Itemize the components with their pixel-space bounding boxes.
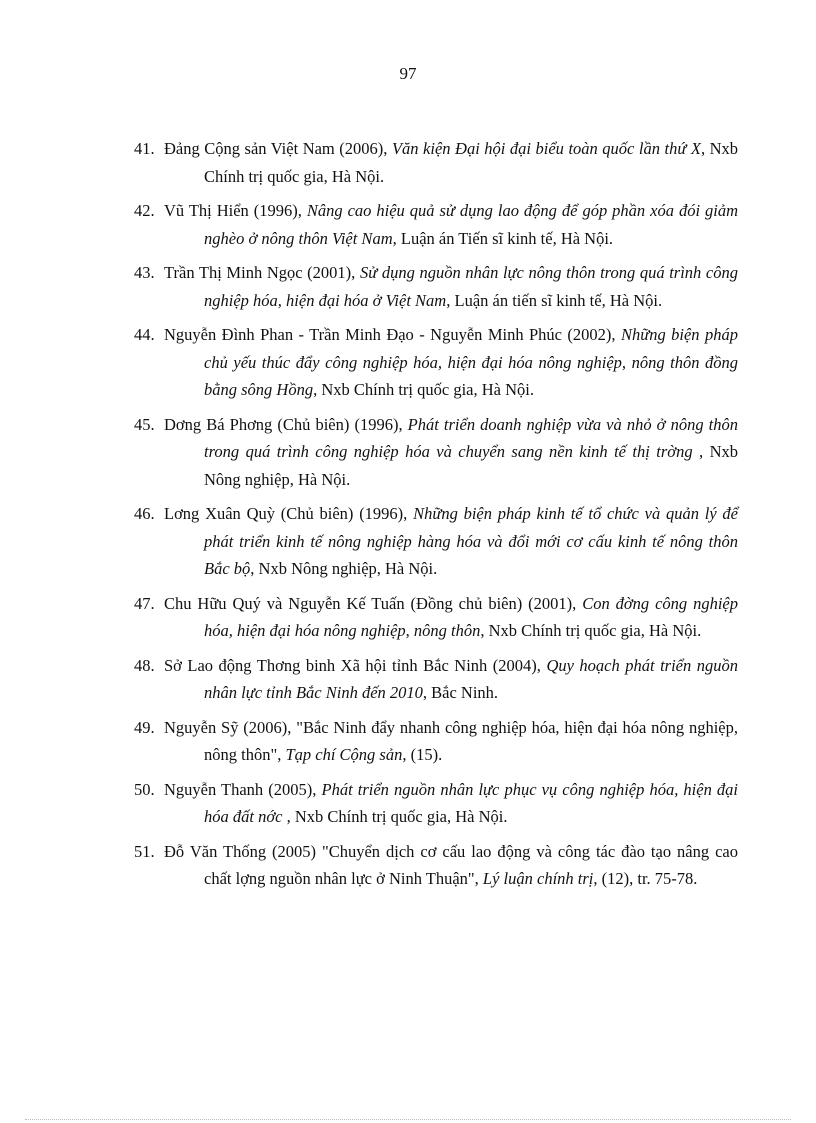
reference-authors: Nguyễn Đình Phan - Trần Minh Đạo - Nguyễn Minh Phúc (2002), [164, 325, 621, 344]
reference-number: 45. [134, 414, 155, 434]
reference-publisher: , (15). [402, 745, 443, 764]
reference-authors: Dơng Bá Phơng (Chủ biên) (1996), [164, 414, 408, 434]
reference-title: Phát triển doanh nghiệp vừa và nhỏ ở nông thôn trong quá trình công nghiệp hóa và chuyển sang nền kinh tế thị trờng [204, 414, 738, 461]
reference-title: Những biện pháp kinh tế tổ chức và quản lý để phát triển kinh tế nông nghiệp hàng hóa và đổi mới cơ cấu kinh tế nông thôn Bắc bộ [204, 504, 738, 578]
reference-number: 43. [134, 263, 155, 282]
reference-item [134, 259, 738, 314]
reference-title: Văn kiện Đại hội đại biểu toàn quốc lần thứ X [391, 139, 701, 158]
reference-authors: Đỗ Văn Thống (2005) "Chuyển dịch cơ cấu lao động và công tác đào tạo nâng cao chất lợng nguồn nhân lực ở Ninh Thuận", [164, 841, 738, 888]
reference-title: Lý luận chính trị [482, 869, 594, 888]
reference-publisher: , Nxb Chính trị quốc gia, Hà Nội. [204, 139, 739, 186]
reference-number: 41. [134, 139, 155, 158]
page-number: 97 [399, 64, 417, 83]
reference-title: Phát triển nguồn nhân lực phục vụ công nghiệp hóa, hiện đại hóa đất nớc [204, 779, 738, 826]
reference-authors: Nguyễn Thanh (2005), [164, 779, 322, 799]
reference-publisher: , Bắc Ninh. [422, 683, 499, 702]
reference-item [134, 135, 738, 190]
reference-number: 51. [134, 841, 155, 861]
reference-number: 48. [134, 655, 155, 675]
reference-item [134, 776, 738, 831]
reference-number: 42. [134, 201, 155, 220]
reference-authors: Sở Lao động Thơng binh Xã hội tỉnh Bắc Ninh (2004), [164, 655, 547, 675]
reference-list [134, 135, 738, 900]
reference-title: Những biện pháp chủ yếu thúc đẩy công nghiệp hóa, hiện đại hóa nông nghiệp, nông thôn đồng bằng sông Hồng [204, 325, 738, 399]
reference-authors: Đảng Cộng sản Việt Nam (2006), [164, 139, 392, 158]
reference-item [134, 197, 738, 252]
reference-authors: Vũ Thị Hiển (1996), [164, 201, 307, 220]
reference-item [134, 590, 738, 645]
reference-publisher: , Nxb Chính trị quốc gia, Hà Nội. [480, 621, 702, 640]
reference-title: Sử dụng nguồn nhân lực nông thôn trong quá trình công nghiệp hóa, hiện đại hóa ở Việt Nam [204, 263, 739, 310]
reference-authors: Nguyễn Sỹ (2006), "Bắc Ninh đẩy nhanh công nghiệp hóa, hiện đại hóa nông nghiệp, nông thôn", [164, 717, 738, 764]
reference-number: 46. [134, 504, 155, 523]
reference-publisher: , Nxb Nông nghiệp, Hà Nội. [250, 559, 438, 578]
reference-number: 47. [134, 593, 155, 613]
reference-publisher: , Nxb Chính trị quốc gia, Hà Nội. [282, 807, 508, 826]
reference-title: Tạp chí Cộng sản [285, 745, 403, 764]
reference-publisher: , Luận án Tiến sĩ kinh tế, Hà Nội. [392, 228, 614, 248]
reference-title: Nâng cao hiệu quả sử dụng lao động để góp phần xóa đói giảm nghèo ở nông thôn Việt Nam [204, 201, 739, 248]
reference-publisher: , (12), tr. 75-78. [593, 869, 698, 888]
reference-publisher: , Luận án tiến sĩ kinh tế, Hà Nội. [446, 290, 663, 310]
reference-item [134, 321, 738, 404]
reference-number: 49. [134, 717, 155, 737]
reference-authors: Chu Hữu Quý và Nguyễn Kế Tuấn (Đồng chủ biên) (2001), [164, 593, 583, 613]
reference-number: 44. [134, 325, 155, 344]
reference-publisher: , Nxb Chính trị quốc gia, Hà Nội. [313, 380, 534, 399]
reference-authors: Trần Thị Minh Ngọc (2001), [164, 263, 360, 282]
reference-item [134, 411, 738, 494]
reference-title: Con đờng công nghiệp hóa, hiện đại hóa nông nghiệp, nông thôn [204, 593, 738, 640]
reference-publisher: , Nxb Nông nghiệp, Hà Nội. [204, 442, 738, 489]
reference-item [134, 500, 738, 583]
reference-title: Quy hoạch phát triển nguồn nhân lực tỉnh Bắc Ninh đến 2010 [204, 655, 739, 702]
reference-item [134, 714, 738, 769]
reference-authors: Lơng Xuân Quỳ (Chủ biên) (1996), [164, 504, 414, 523]
reference-item [134, 838, 738, 893]
reference-number: 50. [134, 779, 155, 799]
reference-item [134, 652, 738, 707]
footer-dotted-divider [25, 1119, 791, 1120]
